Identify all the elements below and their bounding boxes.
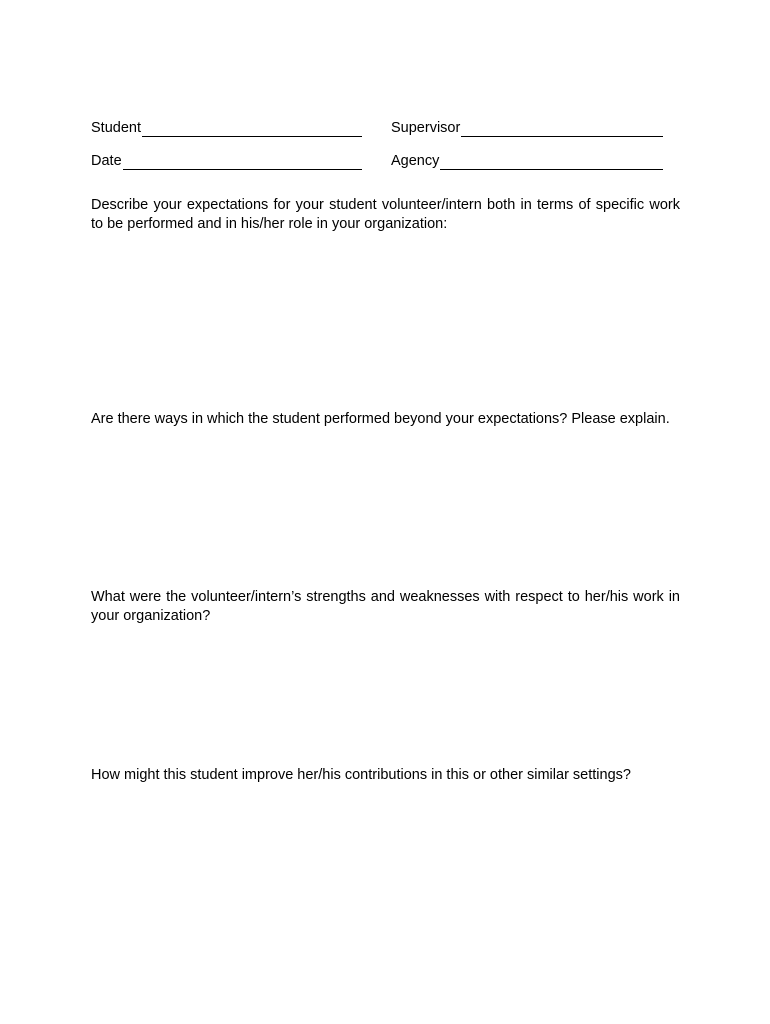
student-input-line[interactable] (142, 122, 362, 137)
question-expectations: Describe your expectations for your student volunteer/intern both in terms of specific work to be performed and in his/her role in your organization: (91, 197, 680, 232)
answer-area-improvement[interactable] (91, 792, 680, 992)
question-improvement: How might this student improve her/his contributions in this or other similar settings? (91, 767, 631, 783)
supervisor-input-line[interactable] (461, 122, 663, 137)
date-input-line[interactable] (123, 155, 362, 170)
agency-label: Agency (391, 153, 440, 169)
question-beyond-expectations: Are there ways in which the student performed beyond your expectations? Please explain. (91, 411, 670, 427)
answer-area-strengths-weaknesses[interactable] (91, 632, 680, 757)
student-label: Student (91, 120, 141, 136)
answer-area-expectations[interactable] (91, 240, 680, 400)
date-field[interactable] (91, 153, 362, 170)
question-strengths-weaknesses: What were the volunteer/intern’s strengths and weaknesses with respect to her/his work in your organization? (91, 589, 680, 624)
agency-input-line[interactable] (440, 155, 663, 170)
supervisor-field[interactable] (391, 120, 663, 137)
date-label: Date (91, 153, 122, 169)
supervisor-label: Supervisor (391, 120, 461, 136)
agency-field[interactable] (391, 153, 663, 170)
student-field[interactable] (91, 120, 362, 137)
answer-area-beyond-expectations[interactable] (91, 454, 680, 579)
